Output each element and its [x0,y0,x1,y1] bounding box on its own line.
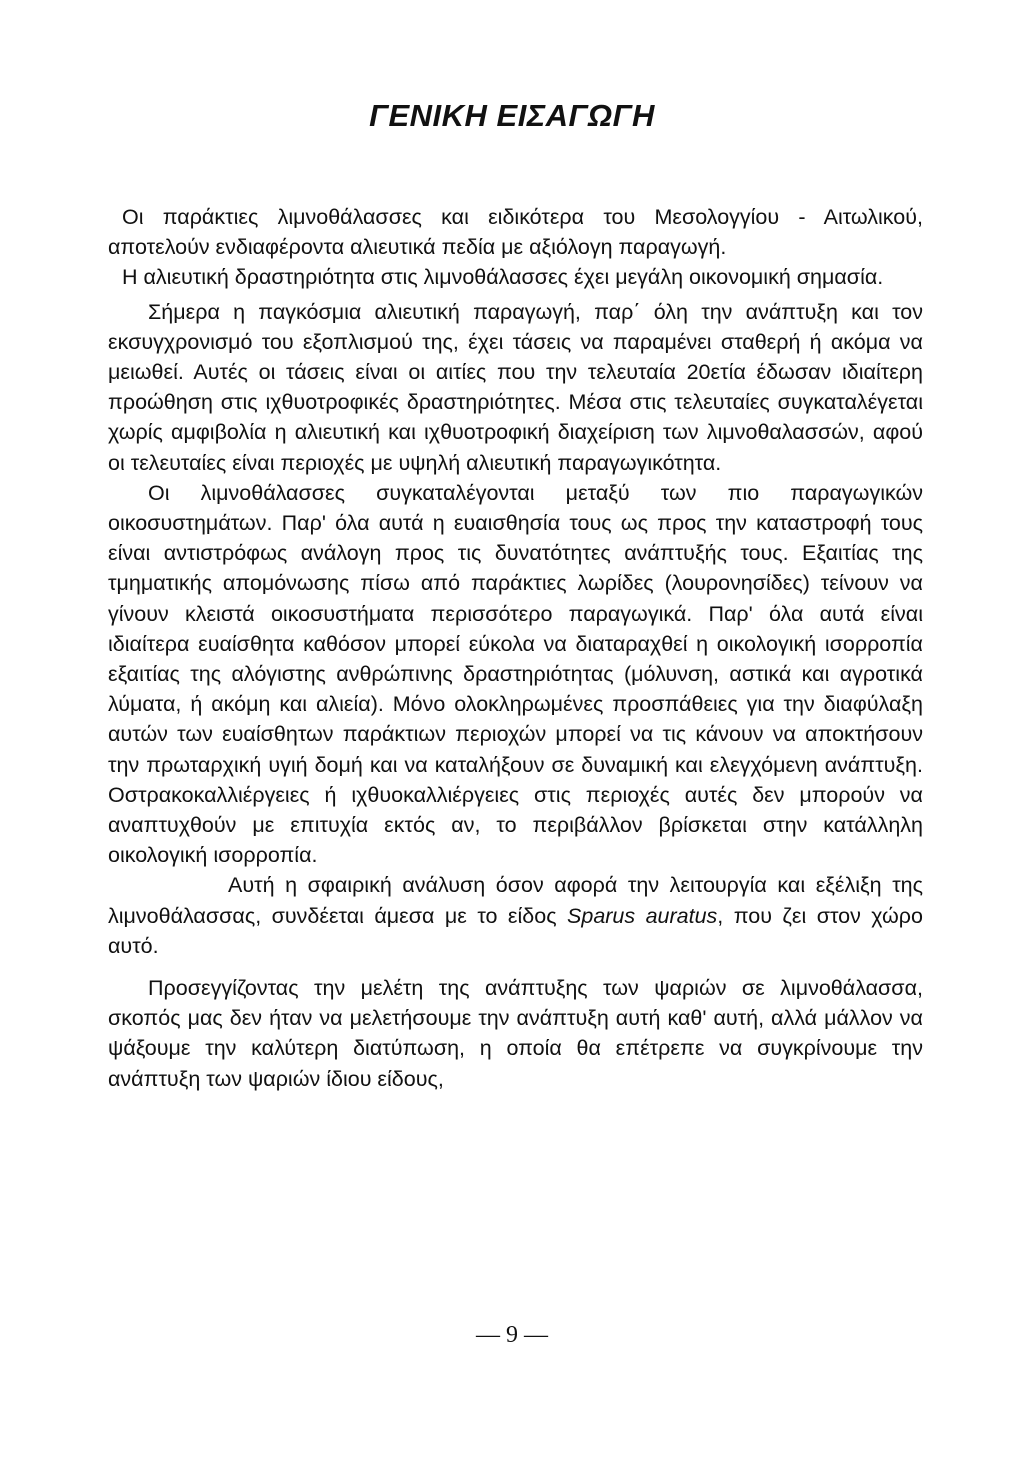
page-title: ΓΕΝΙΚΗ ΕΙΣΑΓΩΓΗ [369,98,655,133]
paragraph-1: Οι παράκτιες λιμνοθάλασσες και ειδικότερα του Μεσολογγίου - Αιτωλικού, αποτελούν ενδιαφέροντα αλιευτικά πεδία με αξιόλογη παραγωγή. [108,205,923,260]
paragraph-6: Προσεγγίζοντας την μελέτη της ανάπτυξης των ψαριών σε λιμνοθάλασσα, σκοπός μας δεν ήταν να μελετήσουμε την ανάπτυξη αυτή καθ' αυτή, αλλά μάλλον να ψάξουμε την καλύτερη διατύπωση, η οποία θα επέτρεπε να συγκρίνουμε την ανάπτυξη των ψαριών ίδιου είδους, [108,976,923,1091]
species-name: Sparus auratus [567,903,718,928]
paragraph-3: Σήμερα η παγκόσμια αλιευτική παραγωγή, παρ΄ όλη την ανάπτυξη και τον εκσυγχρονισμό του εξοπλισμού της, έχει τάσεις να παραμένει σταθερή ή ακόμα να μειωθεί. Αυτές οι τάσεις είναι οι αιτίες που την τελευταία 20ετία έδωσαν ιδιαίτερη προώθηση στις ιχθυοτροφικές δραστηριότητες. Μέσα στις τελευταίες συγκαταλέγεται χωρίς αμφιβολία η αλιευτική και ιχθυοτροφική διαχείριση των λιμνοθαλασσών, αφού οι τελευταίες είναι περιοχές με υψηλή αλιευτική παραγωγικότητα. [108,299,923,475]
body-text [108,202,923,1094]
paragraph-4: Οι λιμνοθάλασσες συγκαταλέγονται μεταξύ των πιο παραγωγικών οικοσυστημάτων. Παρ' όλα αυτά η ευαισθησία τους ως προς την καταστροφή τους είναι αντιστρόφως ανάλογη προς τις δυνατότητες ανάπτυξής τους. Εξαιτίας της τμηματικής απομόνωσης πίσω από παράκτιες λωρίδες (λουρονησίδες) τείνουν να γίνουν κλειστά οικοσυστήματα περισσότερο παραγωγικά. Παρ' όλα αυτά είναι ιδιαίτερα ευαίσθητα καθόσον μπορεί εύκολα να διαταραχθεί η οικολογική ισορροπία εξαιτίας της αλόγιστης ανθρώπινης δραστηριότητας (μόλυνση, αστικά και αγροτικά λύματα, ή ακόμη και αλιεία). Μόνο ολοκληρωμένες προσπάθειες για την διαφύλαξη αυτών των ευαίσθητων παράκτιων περιοχών μπορεί να τις κάνουν να αποκτήσουν την πρωταρχική υγιή δομή και να καταλήξουν σε δυναμική και ελεγχόμενη ανάπτυξη. Οστρακοκαλλιέργειες ή ιχθυοκαλλιέργειες στις περιοχές αυτές δεν μπορούν να αναπτυχθούν με επιτυχία εκτός αν, το περιβάλλον βρίσκεται στην κατάλληλη οικολογική ισορροπία. [108,480,923,868]
paragraph-5-text-end: , που ζει στον χώρο αυτό. [108,903,923,958]
paragraph-5-text-start: Αυτή η σφαιρική ανάλυση όσον αφορά την λειτουργία και εξέλιξη της λιμνοθάλασσας, συνδέεται άμεσα με το είδος [108,873,923,928]
page-number: — 9 — [476,1322,548,1348]
paragraph-5 [108,870,923,961]
paragraph-2: Η αλιευτική δραστηριότητα στις λιμνοθάλασσες έχει μεγάλη οικονομική σημασία. [122,265,884,290]
